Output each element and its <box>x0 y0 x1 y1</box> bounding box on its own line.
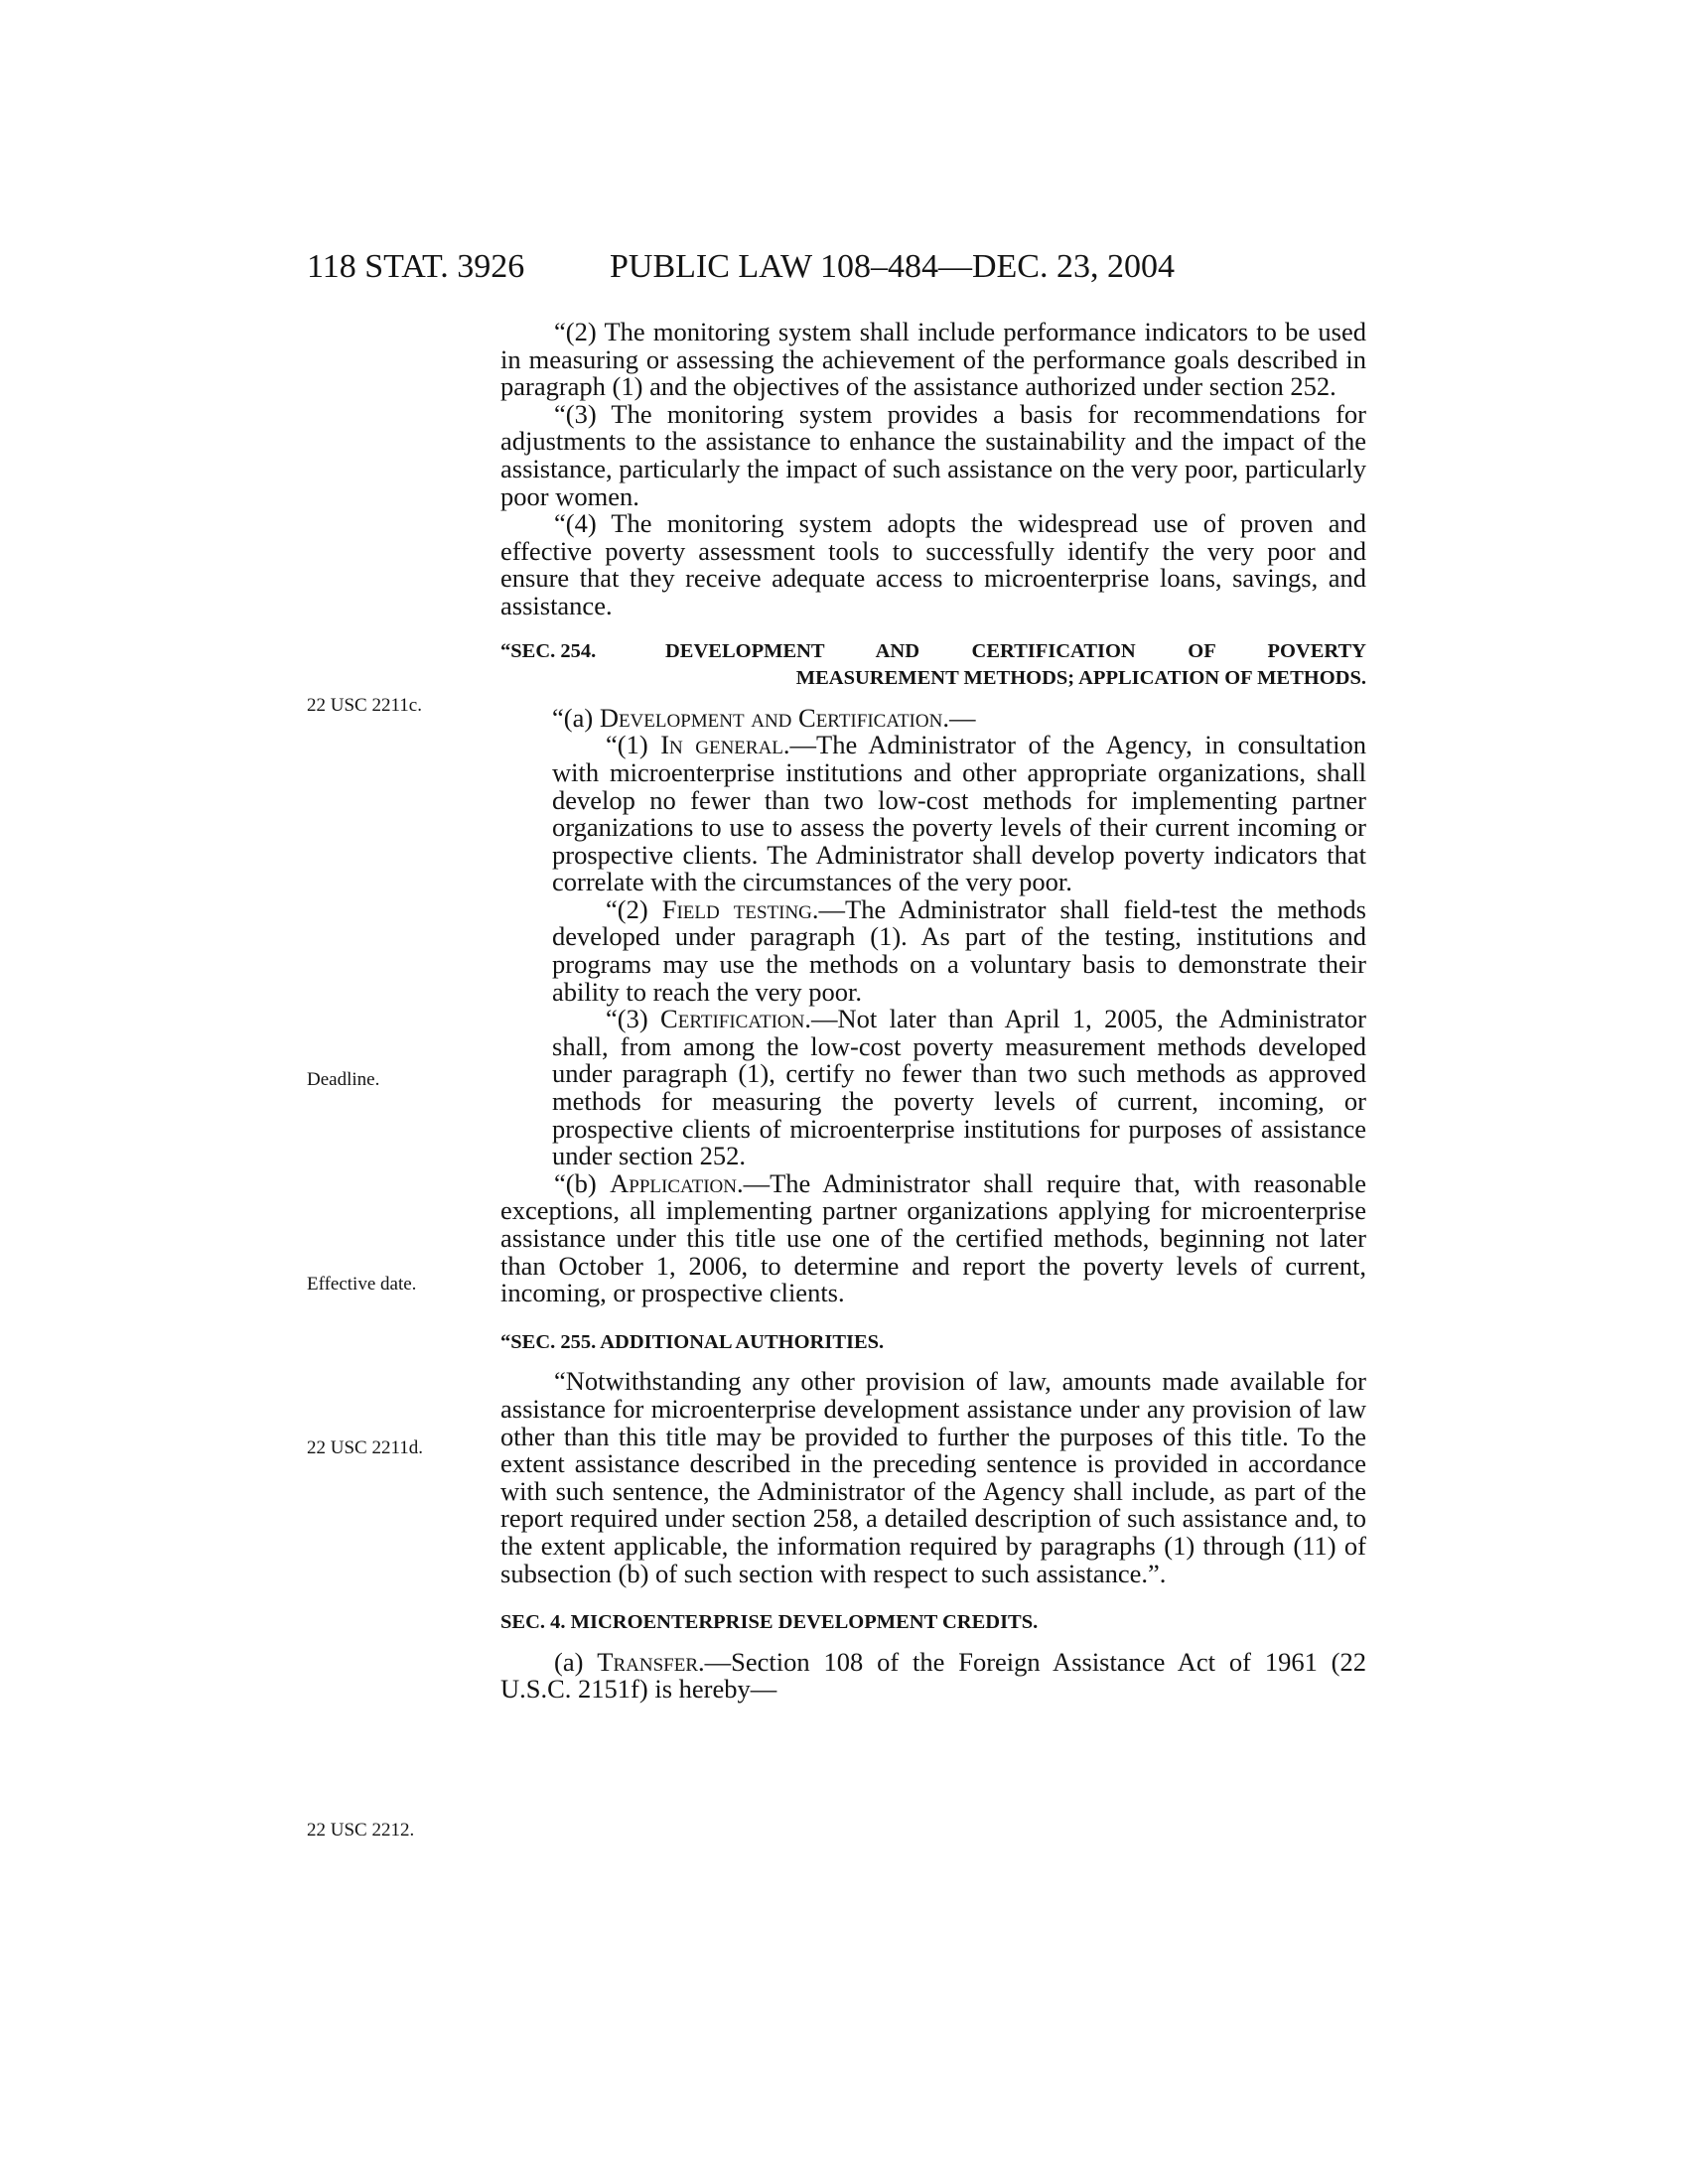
section-254-title <box>665 638 1366 693</box>
section-4-heading: SEC. 4. MICROENTERPRISE DEVELOPMENT CREDITS. <box>500 1611 1039 1634</box>
paragraph-a3: “(3) Certification.—Not later than April 1, 2005, the Administrator shall, from among the low-cost poverty measurement methods developed under paragraph (1), certify no fewer than two such methods as approved methods for measuring the poverty levels of current, incoming, or prospective clients of microenterprise institutions for purposes of assistance under section 252. <box>552 1004 1366 1171</box>
margin-note-usc-2211c: 22 USC 2211c. <box>307 695 422 716</box>
paragraph-a2: “(2) Field testing.—The Administrator shall field-test the methods developed under paragraph (1). As part of the testing, institutions and programs may use the methods on a voluntary basis to demonstrate their ability to reach the very poor. <box>552 893 1366 1007</box>
section-254-heading <box>500 638 1366 693</box>
paragraph-a1: “(1) In general.—The Administrator of the Agency, in consultation with microenterprise institutions and other appropriate organizations, shall develop no fewer than two low-cost methods for implementing partner organizations to use to assess the poverty levels of their current incoming or prospective clients. The Administrator shall develop poverty indicators that correlate with the circumstances of the very poor. <box>552 730 1366 897</box>
section-255-heading: “SEC. 255. ADDITIONAL AUTHORITIES. <box>500 1330 885 1353</box>
section-4-subsection-a: (a) Transfer.—Section 108 of the Foreign Assistance Act of 1961 (22 U.S.C. 2151f) is hereby— <box>500 1646 1367 1705</box>
margin-note-deadline: Deadline. <box>307 1069 380 1090</box>
subsection-a-heading: “(a) Development and Certification.— <box>552 702 976 733</box>
section-254-title-line-1: DEVELOPMENT AND CERTIFICATION OF POVERTY <box>665 639 1366 662</box>
margin-note-usc-2211d: 22 USC 2211d. <box>307 1437 424 1458</box>
page-title: PUBLIC LAW 108–484—DEC. 23, 2004 <box>610 248 1175 285</box>
page-reference: 118 STAT. 3926 <box>307 248 525 285</box>
subsection-b: “(b) Application.—The Administrator shall require that, with reasonable exceptions, all implementing partner organizations applying for microenterprise assistance under this title use one of the certified methods, beginning not later than October 1, 2006, to determine and report the poverty levels of current, incoming, or prospective clients. <box>500 1167 1366 1308</box>
paragraph-4: “(4) The monitoring system adopts the widespread use of proven and effective poverty assessment tools to successfully identify the very poor and ensure that they receive adequate access to microenterprise loans, savings, and assistance. <box>500 508 1366 620</box>
section-254-title-line-2: MEASUREMENT METHODS; APPLICATION OF METHODS. <box>795 667 1366 690</box>
paragraph-3: “(3) The monitoring system provides a basis for recommendations for adjustments to the assistance to enhance the sustainability and the impact of the assistance, particularly the impact of such assistance on the very poor, particularly poor women. <box>500 398 1366 511</box>
document-body <box>500 319 1366 1704</box>
margin-note-usc-2212: 22 USC 2212. <box>307 1820 415 1841</box>
section-255-text: “Notwithstanding any other provision of law, amounts made available for assistance for microenterprise development assistance under any provision of law other than this title may be provided to further the purposes of this title. To the extent assistance described in the preceding sentence is provided in accordance with such sentence, the Administrator of the Agency shall include, as part of the report required under section 258, a detailed description of such assistance and, to the extent applicable, the information required by paragraphs (1) through (11) of subsection (b) of such section with respect to such assistance.”. <box>500 1366 1366 1588</box>
margin-note-effective-date: Effective date. <box>307 1274 417 1295</box>
paragraph-2: “(2) The monitoring system shall include performance indicators to be used in measuring or assessing the achievement of the performance goals described in paragraph (1) and the objectives of the assistance authorized under section 252. <box>500 317 1366 402</box>
section-254-number: “SEC. 254. <box>500 639 597 662</box>
